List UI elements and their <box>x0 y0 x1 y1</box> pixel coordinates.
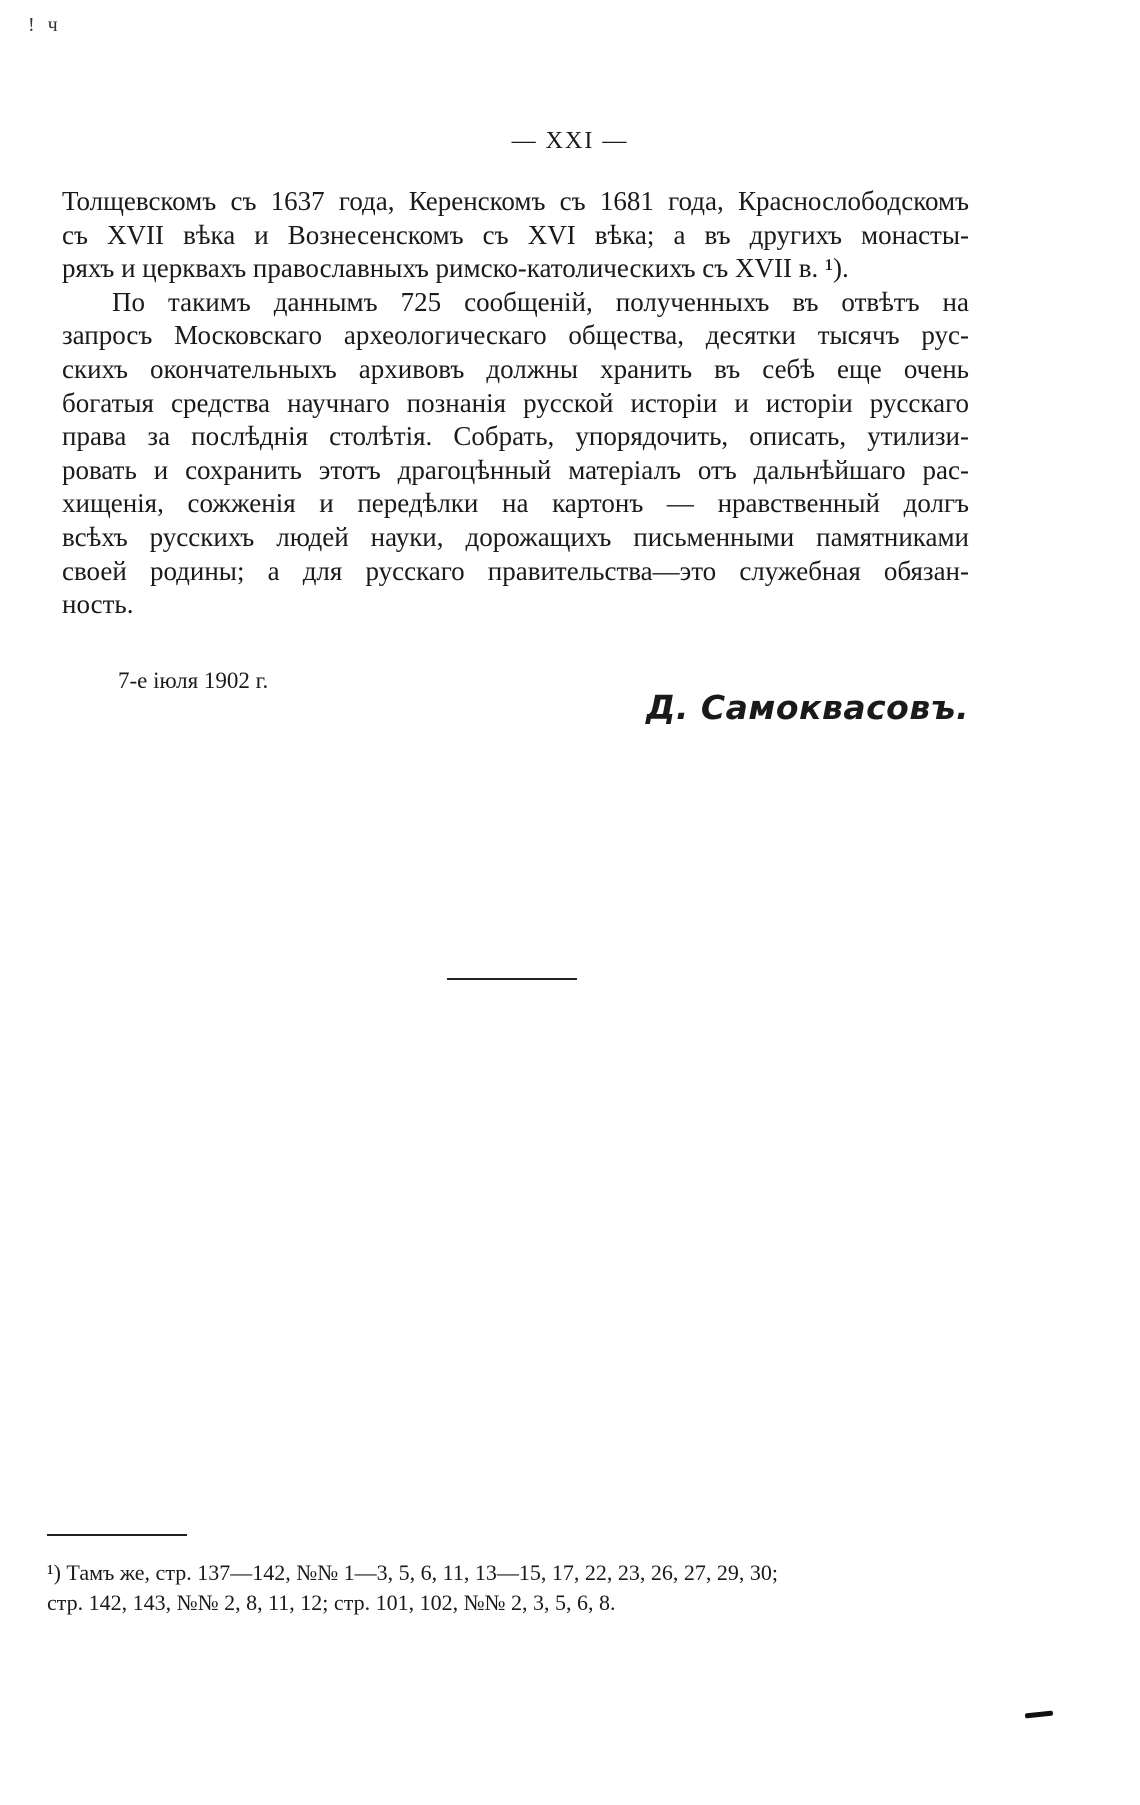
body-line: всѣхъ русскихъ людей науки, дорожащихъ письменными памятниками <box>62 521 969 552</box>
body-line: богатыя средства научнаго познанія русской исторіи и исторіи русскаго <box>62 387 969 418</box>
body-line: ровать и сохранить этотъ драгоцѣнный матеріалъ отъ дальнѣйшаго рас- <box>62 454 969 485</box>
date-line: 7-е іюля 1902 г. <box>118 668 269 693</box>
body-line: хищенія, сожженія и передѣлки на картонъ — нравственный долгъ <box>62 488 969 519</box>
author-signature: Д. Самоквасовъ. <box>646 688 970 727</box>
footnote-line: ¹) Тамъ же, стр. 137—142, №№ 1—3, 5, 6, 11, 13—15, 17, 22, 23, 26, 27, 29, 30; <box>47 1560 778 1585</box>
body-line: съ XVII вѣка и Вознесенскомъ съ XVI вѣка; а въ другихъ монасты- <box>62 219 969 250</box>
corner-mark: ! ч <box>28 14 62 36</box>
body-line: ряхъ и церквахъ православныхъ римско-католическихъ съ XVII в. ¹). <box>62 253 849 284</box>
ink-smudge <box>1025 1711 1053 1719</box>
body-line: права за послѣднія столѣтія. Собрать, упорядочить, описать, утилизи- <box>62 421 969 452</box>
body-text <box>62 185 969 622</box>
body-line: По такимъ даннымъ 725 сообщеній, полученныхъ въ отвѣтъ на <box>112 286 969 317</box>
body-line: ность. <box>62 589 134 620</box>
footnote-line: стр. 142, 143, №№ 2, 8, 11, 12; стр. 101, 102, №№ 2, 3, 5, 6, 8. <box>47 1590 616 1615</box>
body-line: скихъ окончательныхъ архивовъ должны хранить въ себѣ еще очень <box>62 353 969 384</box>
body-line: Толщевскомъ съ 1637 года, Керенскомъ съ 1681 года, Краснослободскомъ <box>62 186 969 216</box>
body-line: запросъ Московскаго археологическаго общества, десятки тысячъ рус- <box>62 320 969 351</box>
footnote-divider <box>47 1534 187 1536</box>
page-number: — XXI — <box>511 128 629 154</box>
footnotes <box>47 1558 967 1618</box>
section-divider <box>447 978 577 980</box>
body-line: своей родины; а для русскаго правительства—это служебная обязан- <box>62 555 969 586</box>
